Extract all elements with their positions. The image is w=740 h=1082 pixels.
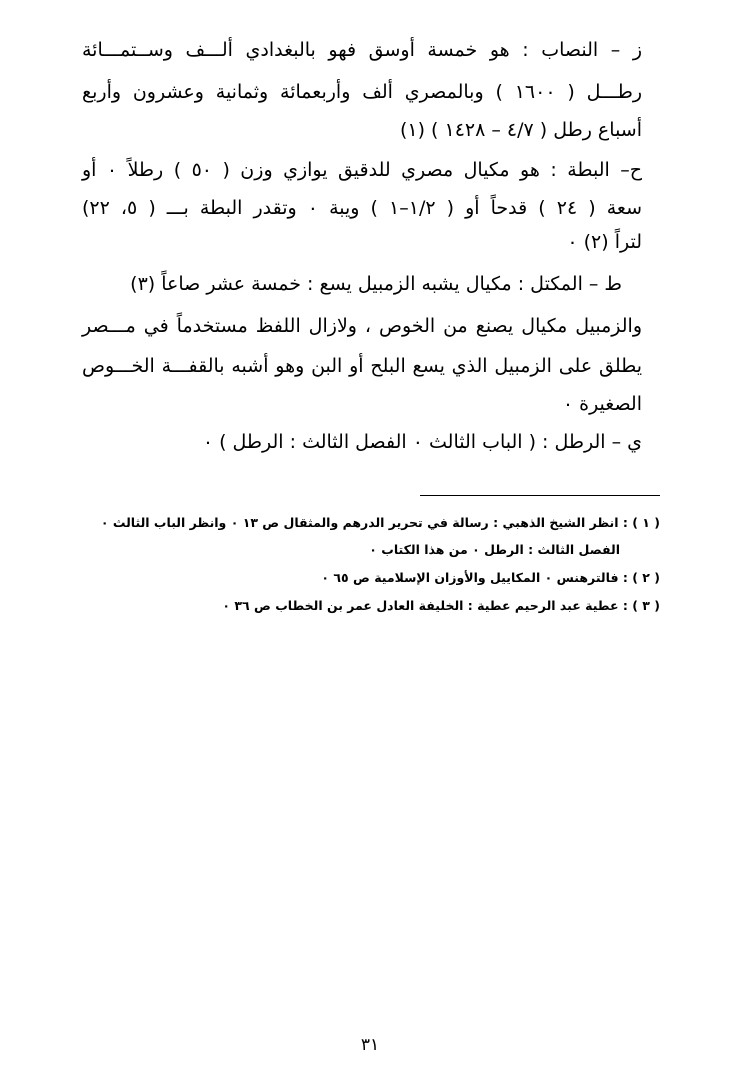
footnote-divider [420,495,660,496]
paragraph-batta-line-3: لتراً (٢) ٠ [567,231,642,253]
footnote-2: ( ٢ ) : فالترهنس ٠ المكاييل والأوزان الإسلامية ص ٦٥ ٠ [321,570,660,585]
paragraph-ratl-line-1: ي – الرطل : ( الباب الثالث ٠ الفصل الثالث : الرطل ) ٠ [202,431,642,453]
paragraph-miktal-line-2: والزمبيل مكيال يصنع من الخوص ، ولازال اللفظ مستخدماً في مـــصر [82,315,642,337]
footnote-3: ( ٣ ) : عطية عبد الرحيم عطية : الخليفة العادل عمر بن الخطاب ص ٣٦ ٠ [222,598,660,613]
paragraph-miktal-line-3: يطلق على الزمبيل الذي يسع البلح أو البن وهو أشبه بالقفـــة الخـــوص [82,355,642,377]
paragraph-batta-line-2: سعة ( ٢٤ ) قدحاً أو ( ١/٢–١ ) ويبة ٠ وتقدر البطة بـــ ( ٥، ٢٢) [82,197,642,219]
footnote-1-continued: الفصل الثالث : الرطل ٠ من هذا الكتاب ٠ [369,542,620,557]
paragraph-miktal-line-4: الصغيرة ٠ [562,393,642,415]
footnote-1: ( ١ ) : انظر الشيخ الذهبي : رسالة في تحرير الدرهم والمثقال ص ١٣ ٠ وانظر الباب الثالث ٠ [100,515,660,530]
paragraph-miktal-line-1: ط – المكتل : مكيال يشبه الزمبيل يسع : خمسة عشر صاعاً (٣) [130,273,622,295]
paragraph-nisab-line-2: رطـــل ( ١٦٠٠ ) وبالمصري ألف وأربعمائة وثمانية وعشرون وأربع [82,81,642,103]
paragraph-nisab-line-1: ز – النصاب : هو خمسة أوسق فهو بالبغدادي ألـــف وســتمـــائة [82,39,642,61]
paragraph-nisab-line-3: أسباع رطل ( ٤/٧ – ١٤٢٨ ) (١) [399,119,642,141]
paragraph-batta-line-1: ح– البطة : هو مكيال مصري للدقيق يوازي وزن ( ٥٠ ) رطلاً ٠ أو [82,159,642,181]
page-number: ٣١ [360,1035,380,1055]
